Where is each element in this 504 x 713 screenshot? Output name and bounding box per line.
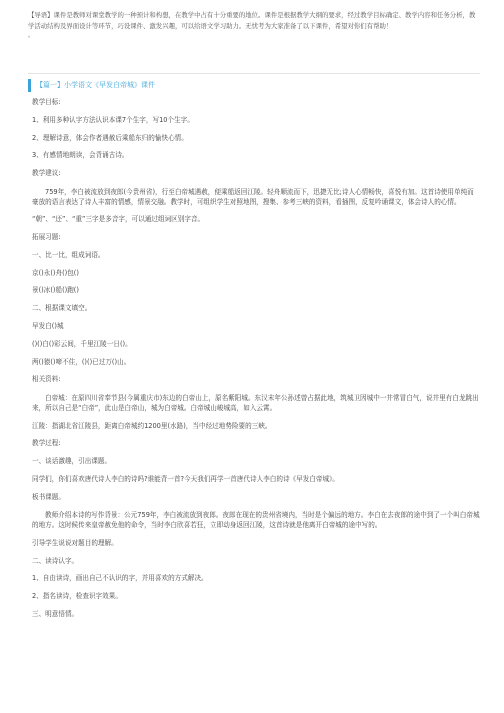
paragraph: 三、明意悟情。 (32, 609, 79, 618)
paragraph: ()()白()彩云间，千里江陵一日()。 (32, 339, 132, 348)
paragraph: 2、指名读诗，检查识字效果。 (32, 592, 122, 601)
paragraph: 二、根据课文填空。 (32, 304, 92, 313)
paragraph: 3、有感情地朗读，会背诵古诗。 (32, 151, 129, 160)
paragraph: 教学建议: (32, 169, 61, 178)
paragraph: 1、自由读诗，画出自己不认识的字，并用喜欢的方式解决。 (32, 574, 208, 583)
paragraph: 相关资料: (32, 375, 61, 384)
paragraph: 一、谈话激趣，引出课题。 (32, 457, 112, 466)
paragraph: 京()永()舟()包() (32, 268, 79, 277)
paragraph: 引导学生说说对题目的理解。 (32, 538, 118, 547)
paragraph: 拓展习题: (32, 233, 61, 242)
paragraph: 白帝城：在原四川省奉节县(今属重庆市)东边的白帝山上，原名紫阳城。东汉末年公孙述曾占据此地，筑城卫因城中一井常冒白气，说井里有白龙跳出来，所以自己是“白帝”，此山是白帝山，城为白帝城。白帝城山峻城高，如入云霄。 (32, 394, 479, 413)
paragraph: 2、理解诗意，体会作者遇赦后乘船东归的愉快心情。 (32, 133, 188, 142)
paragraph: 早发白()城 (32, 321, 64, 330)
paragraph: 1、利用多种认字方法认识本课7个生字，写10个生字。 (32, 115, 194, 124)
paragraph: 教学目标: (32, 98, 61, 106)
paragraph: “朝”、“还”、“重”三字是多音字，可以通过组词区别字音。 (32, 215, 205, 224)
paragraph: 江陵：指湖北省江陵县，距离白帝城约1200里(水路)，当中经过地势险要的三峡。 (32, 421, 272, 430)
intro-text: 【导语】课件是教师对课堂教学的一种预计和构想，在教学中占有十分重要的地位。课件是根据教学大纲的要求，经过教学目标确定、教学内容和任务分析，教学活动结构及界面设计等环节，巧设课件、激发兴趣，可以给语文学习助力。无忧考为大家准备了以下课件，希望对你们有帮助！ (28, 11, 476, 30)
paragraph: 二、读诗认字。 (32, 556, 79, 565)
paragraph: 教师介绍本诗的写作背景：公元759年，李白被流放到夜郎。夜郎在现在的贵州省境内，当时是个偏远的地方。李白在去夜郎的途中到了一个叫白帝城的地方。这时候传来皇帝赦免他的命令，当时李白欣喜若狂，立即动身返回江陵，这首诗就是他离开白帝城的途中写的。 (32, 511, 480, 530)
paragraph: 一、比一比，组成词语。 (32, 250, 105, 259)
article-content (32, 98, 480, 619)
paragraph: 板书课题。 (32, 492, 65, 501)
paragraph: 景()冰()船()跑() (32, 286, 79, 295)
paragraph: 同学们，你们喜欢唐代诗人李白的诗吗?谁能背一首?今天我们再学一首唐代诗人李白的诗《早发白帝城》。 (32, 474, 340, 483)
paragraph: 教学过程: (32, 439, 61, 448)
intro-paragraph (28, 10, 480, 39)
paragraph: 759年，李白被流放到夜郎(今贵州省)，行至白帝城遇赦，便乘船返回江陵。轻舟顺流而下，迅捷无比;诗人心情畅快，喜悦有加。这首诗使用单纯而豪放的语言表达了诗人丰富的情感，情景交融。教学时，可组织学生对照地图，搜集、参考三峡的资料，看插图，反复吟诵课文，体会诗人的心情。 (32, 187, 474, 206)
section-title: 【篇一】小学语文《早发白帝城》课件 (28, 79, 484, 92)
intro-mark: 。 (28, 32, 35, 39)
divider (28, 73, 480, 74)
paragraph: 两()猿()啼不住，()()已过万()山。 (32, 357, 131, 366)
